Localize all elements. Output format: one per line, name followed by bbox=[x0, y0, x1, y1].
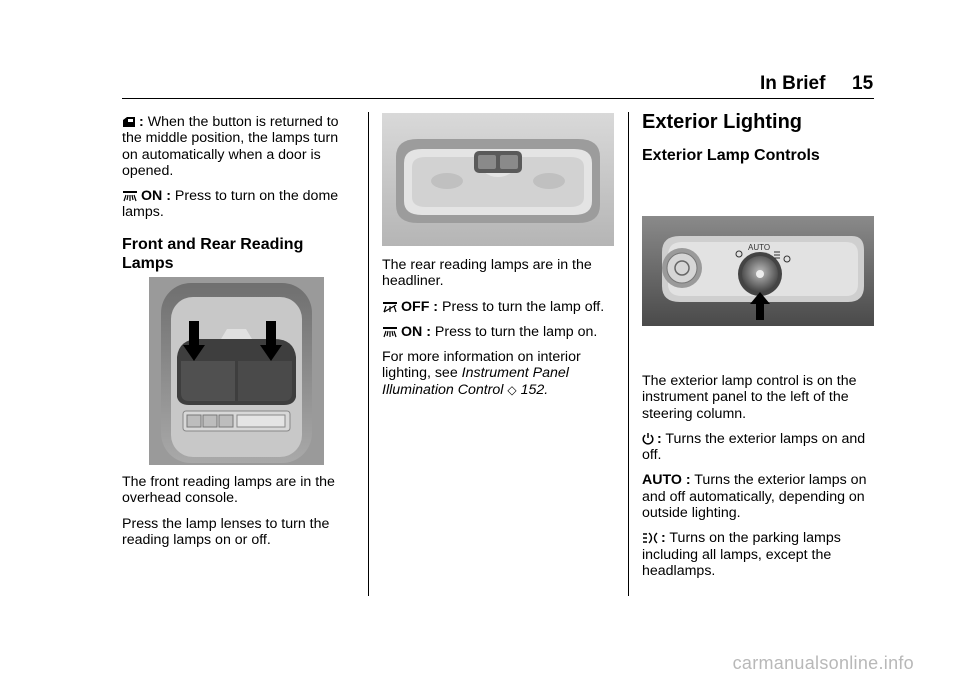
lamp-off-paragraph bbox=[382, 299, 618, 315]
page-ref-icon: ◇ bbox=[507, 382, 517, 397]
auto-position-label: AUTO bbox=[748, 243, 771, 252]
exterior-intro-paragraph: The exterior lamp control is on the instrument panel to the left of the steering column. bbox=[642, 373, 857, 422]
auto-label: AUTO : bbox=[642, 472, 691, 489]
illumination-control-link[interactable]: Instrument Panel Illumination Control bbox=[382, 365, 569, 398]
door-label: : bbox=[139, 114, 144, 130]
door-lamp-icon bbox=[122, 116, 136, 128]
lamp-off-label: OFF : bbox=[401, 298, 439, 315]
power-label: : bbox=[657, 430, 662, 447]
door-text: When the button is returned to the middle position, the lamps turn on automatically when a door is opened. bbox=[122, 114, 339, 179]
dome-lamp-icon bbox=[122, 190, 138, 202]
power-text: Turns the exterior lamps on and off. bbox=[642, 430, 866, 464]
parking-label: : bbox=[661, 530, 666, 547]
press-lenses-paragraph: Press the lamp lenses to turn the reading lamps on or off. bbox=[122, 515, 330, 548]
column-3-lower bbox=[642, 373, 876, 588]
front-reading-lamps-photo bbox=[149, 277, 324, 465]
reading-lamps-heading: Front and Rear Reading Lamps bbox=[122, 235, 304, 272]
more-info-text: For more information on interior lighting, see bbox=[382, 349, 581, 382]
illumination-page-ref[interactable]: 152. bbox=[520, 381, 549, 398]
auto-text: Turns the exterior lamps on and off automatically, depending on outside lighting. bbox=[642, 472, 867, 522]
lamp-on-icon bbox=[382, 326, 398, 338]
page-number: 15 bbox=[852, 73, 874, 94]
front-lamps-caption: The front reading lamps are in the overhead console. bbox=[122, 474, 335, 507]
door-paragraph bbox=[122, 114, 357, 179]
column-3-top bbox=[642, 110, 876, 165]
more-info-paragraph bbox=[382, 349, 618, 398]
column-2 bbox=[382, 257, 618, 407]
header-rule bbox=[122, 98, 874, 99]
auto-paragraph bbox=[642, 472, 876, 521]
parking-lamp-icon bbox=[642, 532, 658, 544]
exterior-lamp-controls-heading: Exterior Lamp Controls bbox=[642, 147, 820, 164]
power-paragraph bbox=[642, 431, 876, 464]
lamp-off-text: Press to turn the lamp off. bbox=[442, 298, 605, 315]
lamp-off-icon bbox=[382, 301, 398, 313]
exterior-lamp-control-photo bbox=[642, 216, 874, 326]
section-title: In Brief bbox=[760, 73, 826, 94]
lamp-on-text: Press to turn the lamp on. bbox=[434, 323, 598, 340]
dome-on-text: Press to turn on the dome lamps. bbox=[122, 188, 339, 221]
lamp-on-label: ON : bbox=[401, 323, 431, 340]
dome-on-paragraph bbox=[122, 188, 357, 221]
column-1 bbox=[122, 114, 357, 283]
watermark: carmanualsonline.info bbox=[732, 653, 914, 673]
power-icon bbox=[642, 432, 654, 445]
exterior-lighting-heading: Exterior Lighting bbox=[642, 111, 802, 133]
rear-reading-lamps-photo bbox=[382, 113, 614, 246]
parking-paragraph bbox=[642, 530, 876, 579]
dome-on-label: ON : bbox=[141, 188, 171, 205]
column-divider-2 bbox=[628, 112, 629, 596]
column-1-lower bbox=[122, 474, 357, 557]
rear-lamps-caption: The rear reading lamps are in the headliner. bbox=[382, 257, 592, 290]
lamp-on-paragraph bbox=[382, 324, 618, 340]
parking-text: Turns on the parking lamps including all lamps, except the headlamps. bbox=[642, 530, 841, 579]
column-divider-1 bbox=[368, 112, 369, 596]
